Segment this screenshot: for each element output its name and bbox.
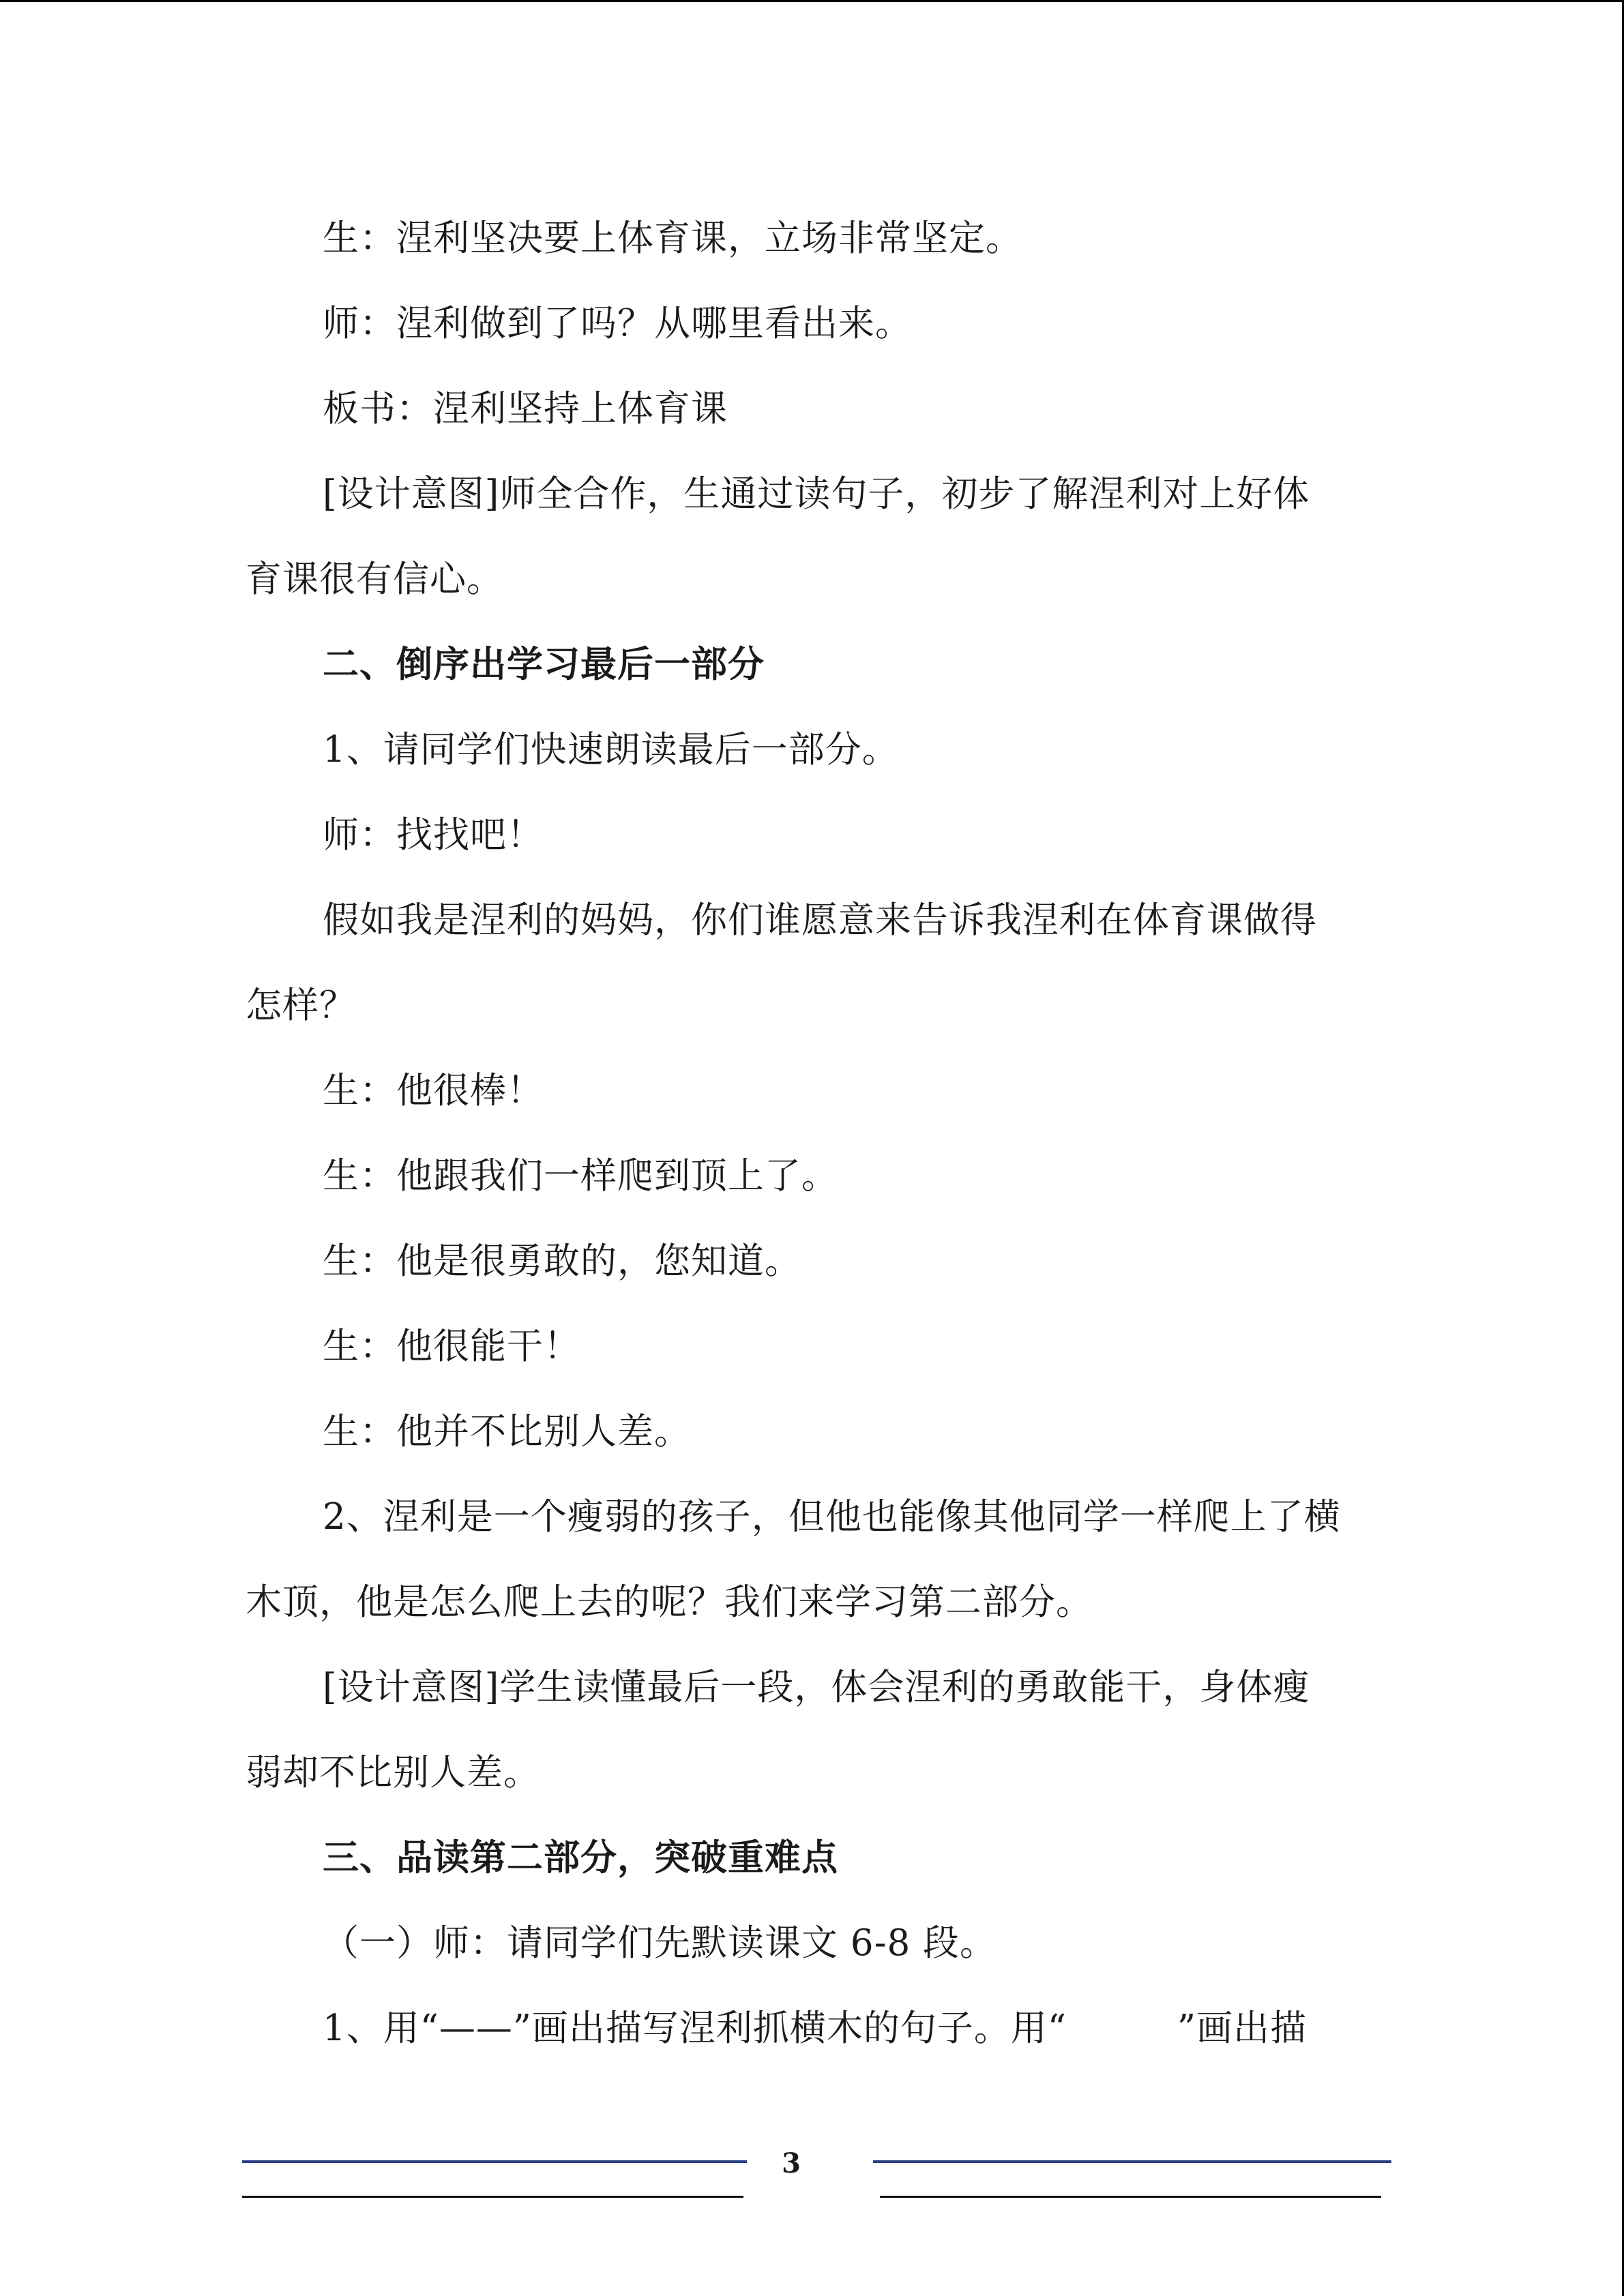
footer-rule-right-top [873, 2160, 1391, 2163]
paragraph-line: 怎样？ [246, 985, 356, 1026]
paragraph-line: 弱却不比别人差。 [246, 1752, 540, 1793]
paragraph-line: 2、涅利是一个瘦弱的孩子，但他也能像其他同学一样爬上了横 [323, 1496, 1341, 1538]
footer-rule-right-bottom [880, 2196, 1381, 2198]
paragraph-line: 1、用“——”画出描写涅利抓横木的句子。用“ ”画出描 [323, 2008, 1308, 2049]
paragraph-line: [设计意图]师全合作，生通过读句子，初步了解涅利对上好体 [323, 473, 1310, 515]
paragraph-line: 生：他很棒！ [323, 1070, 544, 1112]
paragraph-line: 师：找找吧！ [323, 814, 544, 856]
paragraph-line: 木顶，他是怎么爬上去的呢？我们来学习第二部分。 [246, 1581, 1093, 1623]
paragraph-line: 生：他很能干！ [323, 1326, 580, 1367]
footer-rule-left-top [242, 2160, 747, 2163]
paragraph-line: 育课很有信心。 [246, 558, 503, 600]
paragraph-line: [设计意图]学生读懂最后一段，体会涅利的勇敢能干，身体瘦 [323, 1667, 1310, 1708]
paragraph-line: 板书：涅利坚持上体育课 [323, 388, 728, 430]
paragraph-line: 生：他跟我们一样爬到顶上了。 [323, 1155, 838, 1197]
section-heading: 三、品读第二部分，突破重难点 [323, 1837, 838, 1879]
page-top-border [0, 0, 1624, 2]
footer-rule-left-bottom [242, 2196, 743, 2198]
paragraph-line: 1、请同学们快速朗读最后一部分。 [323, 729, 899, 771]
paragraph-line: 假如我是涅利的妈妈，你们谁愿意来告诉我涅利在体育课做得 [323, 899, 1317, 941]
page-number: 3 [782, 2147, 801, 2179]
paragraph-line: 生：他是很勇敢的，您知道。 [323, 1240, 801, 1282]
paragraph-line: （一）师：请同学们先默读课文 6-8 段。 [323, 1922, 997, 1964]
section-heading: 二、倒序出学习最后一部分 [323, 644, 765, 685]
paragraph-line: 生：他并不比别人差。 [323, 1411, 691, 1452]
paragraph-line: 生：涅利坚决要上体育课，立场非常坚定。 [323, 218, 1022, 259]
paragraph-line: 师：涅利做到了吗？从哪里看出来。 [323, 303, 912, 344]
